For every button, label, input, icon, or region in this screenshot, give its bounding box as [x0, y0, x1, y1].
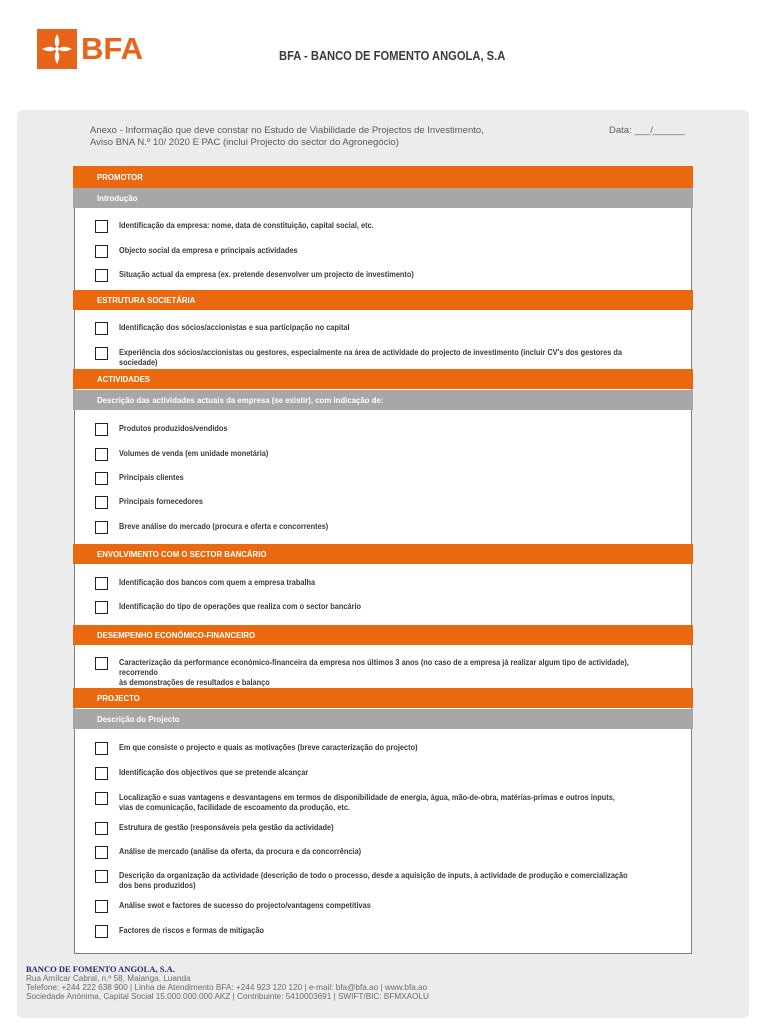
- checkbox[interactable]: [95, 269, 108, 282]
- checkbox[interactable]: [95, 423, 108, 436]
- subsection-header-actividades-descricao: Descrição das actividades actuais da empresa (se existir), com indicação de:: [73, 390, 693, 410]
- footer-legal: Sociedade Anónima, Capital Social 15.000.000.000 AKZ | Contribuinte: 5410003691 | SWIFT/BIC: BFMXAOLU: [26, 992, 429, 1001]
- section-header-envolvimento: ENVOLVIMENTO COM O SECTOR BANCÁRIO: [73, 544, 693, 564]
- section-header-promotor: PROMOTOR: [73, 166, 693, 188]
- section-header-projecto: PROJECTO: [73, 688, 693, 708]
- bfa-logo-mark-icon: [37, 29, 77, 69]
- checkbox[interactable]: [95, 767, 108, 780]
- bank-title: BFA - BANCO DE FOMENTO ANGOLA, S.A: [279, 48, 506, 63]
- annex-line-2: Aviso BNA N.º 10/ 2020 E PAC (inclui Projecto do sector do Agronegócio): [90, 137, 399, 148]
- date-field[interactable]: Data: ___/______: [609, 125, 685, 136]
- footer-contacts: Telefone: +244 222 638 900 | Linha de Atendimento BFA: +244 923 120 120 | e-mail: bfa@bfa.ao | www.bfa.ao: [26, 983, 428, 992]
- subsection-header-descricao-projecto: Descrição do Projecto: [73, 709, 693, 729]
- footer-address: Rua Amílcar Cabral, n.º 58, Maianga, Luanda: [26, 974, 191, 983]
- section-header-estrutura-societaria: ESTRUTURA SOCIETÁRIA: [73, 290, 693, 310]
- checkbox[interactable]: [95, 657, 108, 670]
- checkbox[interactable]: [95, 472, 108, 485]
- bfa-logo: [37, 29, 143, 69]
- footer: [26, 965, 429, 1001]
- section-header-actividades: ACTIVIDADES: [73, 369, 693, 389]
- annex-description: [90, 125, 484, 149]
- checkbox[interactable]: [95, 347, 108, 360]
- checkbox[interactable]: [95, 900, 108, 913]
- checkbox[interactable]: [95, 245, 108, 258]
- checkbox[interactable]: [95, 448, 108, 461]
- section-header-desempenho: DESEMPENHO ECONÓMICO-FINANCEIRO: [73, 625, 693, 645]
- footer-bank-name: BANCO DE FOMENTO ANGOLA, S.A.: [26, 964, 175, 974]
- checkbox[interactable]: [95, 742, 108, 755]
- checkbox[interactable]: [95, 322, 108, 335]
- logo-wordmark: BFA: [81, 31, 143, 66]
- checkbox[interactable]: [95, 577, 108, 590]
- checkbox[interactable]: [95, 925, 108, 938]
- subsection-header-introducao: Introdução: [73, 188, 693, 208]
- checkbox[interactable]: [95, 601, 108, 614]
- checkbox[interactable]: [95, 822, 108, 835]
- checkbox[interactable]: [95, 792, 108, 805]
- checkbox[interactable]: [95, 870, 108, 883]
- checkbox[interactable]: [95, 846, 108, 859]
- checkbox[interactable]: [95, 521, 108, 534]
- checkbox[interactable]: [95, 220, 108, 233]
- checkbox[interactable]: [95, 496, 108, 509]
- annex-line-1: Anexo - Informação que deve constar no Estudo de Viabilidade de Projectos de Investimento,: [90, 125, 484, 136]
